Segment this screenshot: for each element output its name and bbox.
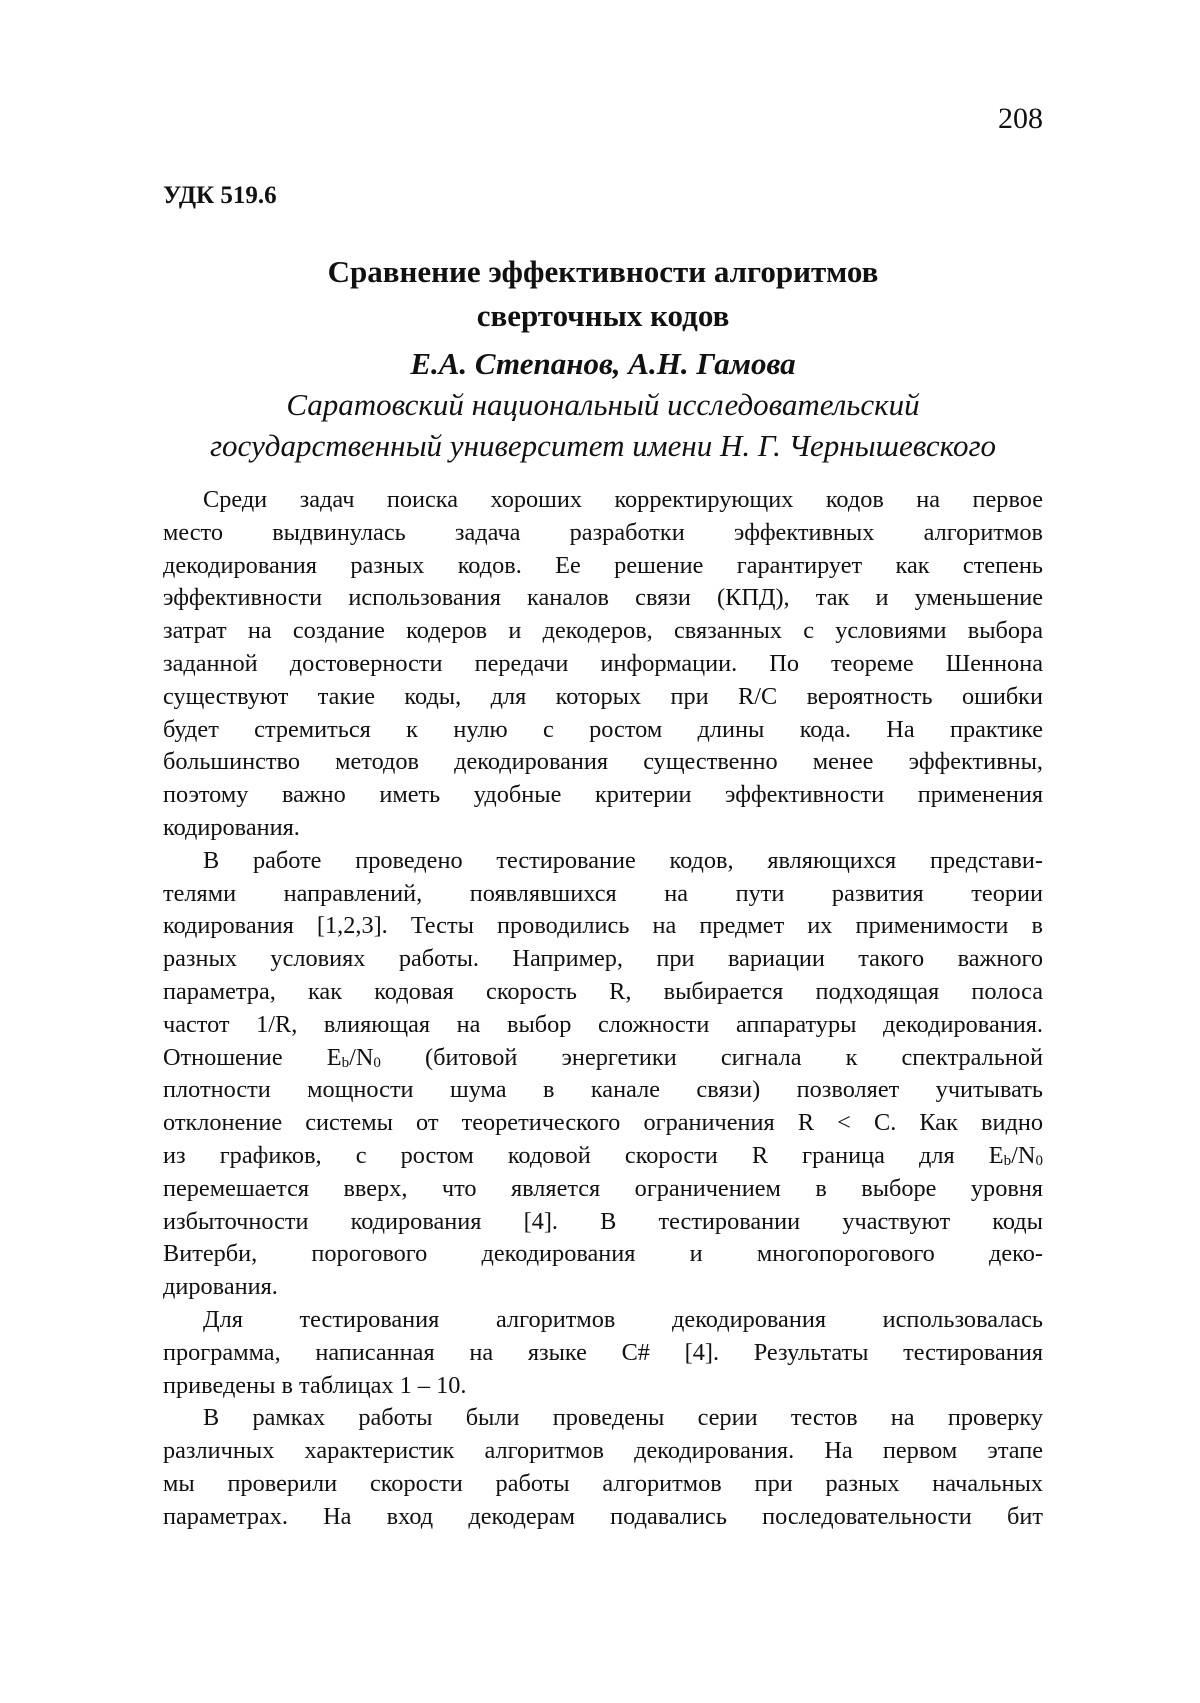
paragraph-line: В работе проведено тестирование кодов, являющихся представи- bbox=[163, 845, 1043, 878]
paragraph-line: большинство методов декодирования существенно менее эффективны, bbox=[163, 746, 1043, 779]
affiliation-line: государственный университет имени Н. Г. Чернышевского bbox=[163, 425, 1043, 466]
paragraph-line: мы проверили скорости работы алгоритмов при разных начальных bbox=[163, 1468, 1043, 1501]
paragraph-line: кодирования. bbox=[163, 812, 1043, 845]
paragraph-line: В рамках работы были проведены серии тестов на проверку bbox=[163, 1402, 1043, 1435]
affiliation-line: Саратовский национальный исследовательский bbox=[163, 384, 1043, 425]
article-body bbox=[163, 484, 1043, 1534]
paragraph-line: из графиков, с ростом кодовой скорости R граница для Eb/N0 bbox=[163, 1140, 1043, 1173]
paragraph-line: Витерби, порогового декодирования и многопорогового деко- bbox=[163, 1238, 1043, 1271]
affiliation bbox=[163, 384, 1043, 466]
paragraph-line: кодирования [1,2,3]. Тесты проводились на предмет их применимости в bbox=[163, 910, 1043, 943]
paragraph-line: частот 1/R, влияющая на выбор сложности аппаратуры декодирования. bbox=[163, 1009, 1043, 1042]
paragraph-line: поэтому важно иметь удобные критерии эффективности применения bbox=[163, 779, 1043, 812]
article-title bbox=[163, 250, 1043, 338]
paragraph bbox=[163, 845, 1043, 1304]
article-title-line: сверточных кодов bbox=[163, 294, 1043, 338]
paragraph-line: эффективности использования каналов связи (КПД), так и уменьшение bbox=[163, 582, 1043, 615]
paragraph-line: заданной достоверности передачи информации. По теореме Шеннона bbox=[163, 648, 1043, 681]
udk-code: УДК 519.6 bbox=[163, 182, 277, 210]
paragraph-line: дирования. bbox=[163, 1271, 1043, 1304]
paragraph-line: программа, написанная на языке C# [4]. Результаты тестирования bbox=[163, 1337, 1043, 1370]
paragraph-line: приведены в таблицах 1 – 10. bbox=[163, 1370, 1043, 1403]
paragraph-line: отклонение системы от теоретического ограничения R < C. Как видно bbox=[163, 1107, 1043, 1140]
paragraph-line: существуют такие коды, для которых при R/C вероятность ошибки bbox=[163, 681, 1043, 714]
paragraph-line: Среди задач поиска хороших корректирующих кодов на первое bbox=[163, 484, 1043, 517]
paragraph-line: декодирования разных кодов. Ее решение гарантирует как степень bbox=[163, 550, 1043, 583]
paragraph-line: параметра, как кодовая скорость R, выбирается подходящая полоса bbox=[163, 976, 1043, 1009]
paragraph bbox=[163, 1402, 1043, 1533]
paragraph bbox=[163, 1304, 1043, 1402]
paragraph-line: различных характеристик алгоритмов декодирования. На первом этапе bbox=[163, 1435, 1043, 1468]
paragraph-line: Для тестирования алгоритмов декодирования использовалась bbox=[163, 1304, 1043, 1337]
paragraph-line: разных условиях работы. Например, при вариации такого важного bbox=[163, 943, 1043, 976]
authors: Е.А. Степанов, А.Н. Гамова bbox=[163, 344, 1043, 384]
paragraph-line: параметрах. На вход декодерам подавались последовательности бит bbox=[163, 1501, 1043, 1534]
paragraph-line: избыточности кодирования [4]. В тестировании участвуют коды bbox=[163, 1206, 1043, 1239]
paragraph-line: место выдвинулась задача разработки эффективных алгоритмов bbox=[163, 517, 1043, 550]
paragraph-line: плотности мощности шума в канале связи) позволяет учитывать bbox=[163, 1074, 1043, 1107]
page-number: 208 bbox=[998, 102, 1043, 136]
paragraph-line: Отношение Eb/N0 (битовой энергетики сигнала к спектральной bbox=[163, 1042, 1043, 1075]
paragraph-line: будет стремиться к нулю с ростом длины кода. На практике bbox=[163, 714, 1043, 747]
paragraph-line: затрат на создание кодеров и декодеров, связанных с условиями выбора bbox=[163, 615, 1043, 648]
paragraph bbox=[163, 484, 1043, 845]
article-title-line: Сравнение эффективности алгоритмов bbox=[163, 250, 1043, 294]
paragraph-line: телями направлений, появлявшихся на пути развития теории bbox=[163, 878, 1043, 911]
paragraph-line: перемешается вверх, что является ограничением в выборе уровня bbox=[163, 1173, 1043, 1206]
